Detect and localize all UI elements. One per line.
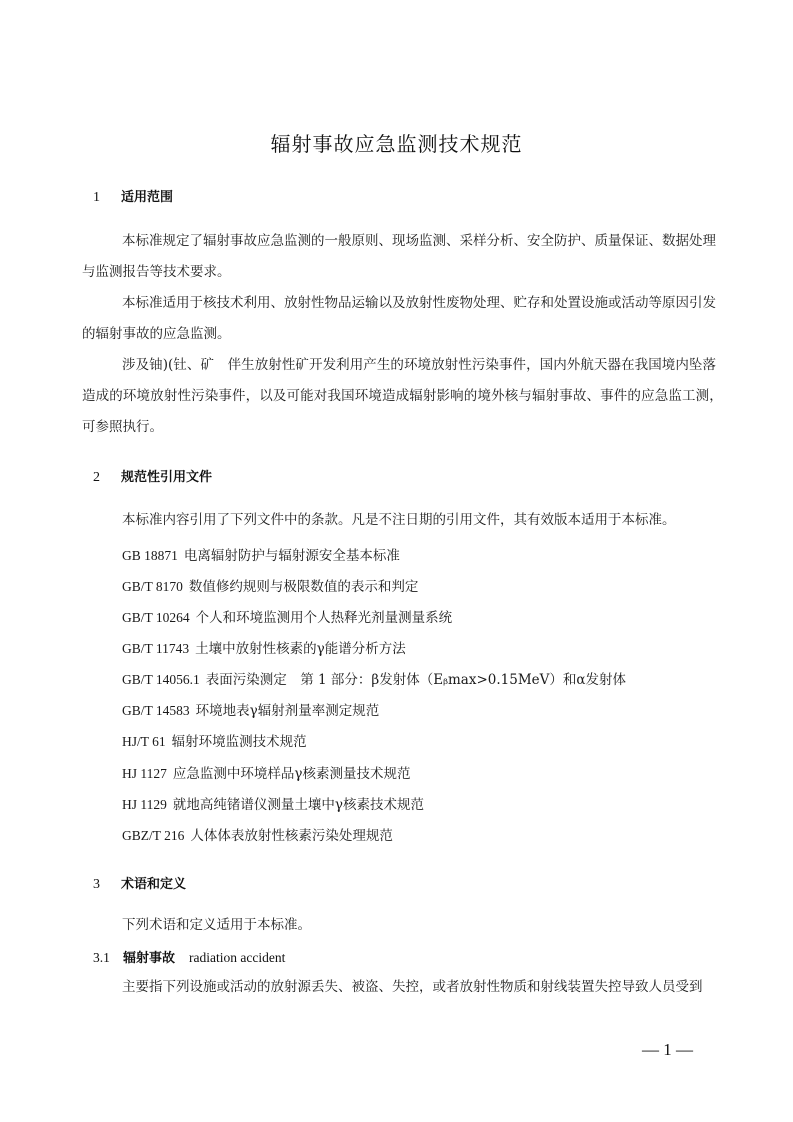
reference-item	[122, 606, 452, 626]
reference-name: 就地高纯锗谱仪测量土壤中γ核素技术规范	[172, 797, 424, 813]
section-3-title: 术语和定义	[121, 877, 187, 892]
reference-name: 辐射环境监测技术规范	[171, 734, 307, 750]
reference-item	[122, 637, 406, 657]
term-english: radiation accident	[189, 950, 286, 965]
section-3-number: 3	[93, 877, 100, 892]
reference-name: 应急监测中环境样品γ核素测量技术规范	[172, 766, 411, 782]
section-1-title: 适用范围	[121, 190, 174, 205]
reference-item	[122, 824, 393, 844]
reference-code: GB/T 14583	[122, 703, 190, 718]
reference-code: GB/T 11743	[122, 641, 190, 656]
page-number: — 1 —	[642, 1040, 693, 1059]
section-1-paragraph-2: 本标准适用于核技术利用、放射性物品运输以及放射性废物处理、贮存和处置设施或活动等原因引发的辐射事故的应急监测。	[82, 295, 716, 342]
section-2-title: 规范性引用文件	[121, 470, 213, 485]
reference-name: 电离辐射防护与辐射源安全基本标准	[183, 548, 400, 564]
reference-name: 土壤中放射性核素的γ能谱分析方法	[195, 641, 406, 657]
reference-item	[122, 699, 379, 719]
section-1-number: 1	[93, 190, 100, 205]
term-name: 辐射事故	[123, 951, 176, 966]
reference-code: HJ 1127	[122, 766, 167, 781]
reference-item	[122, 544, 400, 564]
reference-name: 个人和环境监测用个人热释光剂量测量系统	[195, 610, 453, 626]
reference-item	[122, 668, 626, 688]
reference-code: GB 18871	[122, 548, 178, 563]
reference-item	[122, 730, 307, 750]
section-1-paragraph-3: 涉及铀)(钍、矿 伴生放射性矿开发利用产生的环境放射性污染事件，国内外航天器在我国境内坠落造成的环境放射性污染事件，以及可能对我国环境造成辐射影响的境外核与辐射事故、事件的应急监工测， 可参照执行。	[82, 357, 743, 435]
reference-code: GB/T 8170	[122, 579, 183, 594]
reference-code: HJ 1129	[122, 797, 167, 812]
section-1-paragraph-1: 本标准规定了辐射事故应急监测的一般原则、现场监测、采样分析、安全防护、质量保证、数据处理与监测报告等技术要求。	[82, 233, 716, 280]
reference-item	[122, 762, 410, 782]
section-1-heading	[93, 186, 173, 206]
reference-item	[122, 575, 418, 595]
reference-code: GB/T 10264	[122, 610, 190, 625]
section-2-number: 2	[93, 470, 100, 485]
subsection-3-1-heading	[93, 947, 285, 966]
reference-name: 环境地表γ辐射剂量率测定规范	[195, 703, 380, 719]
term-definition: 主要指下列设施或活动的放射源丢失、被盗、失控，或者放射性物质和射线装置失控导致人员受到	[122, 979, 703, 995]
reference-name: 数值修约规则与极限数值的表示和判定	[188, 579, 419, 595]
reference-name: 人体体表放射性核素污染处理规范	[190, 828, 393, 844]
reference-code: GBZ/T 216	[122, 828, 185, 843]
section-2-intro: 本标准内容引用了下列文件中的条款。凡是不注日期的引用文件，其有效版本适用于本标准。	[122, 512, 676, 528]
reference-code: HJ/T 61	[122, 734, 166, 749]
subsection-number: 3.1	[93, 950, 110, 965]
reference-name: 表面污染测定 第 1 部分：β发射体（Eᵦmax>0.15MeV）和α发射体	[205, 672, 627, 688]
section-3-intro: 下列术语和定义适用于本标准。	[122, 917, 311, 933]
page-title: 辐射事故应急监测技术规范	[270, 132, 523, 156]
section-3-heading	[93, 873, 186, 893]
reference-code: GB/T 14056.1	[122, 672, 200, 687]
reference-item	[122, 793, 424, 813]
section-2-heading	[93, 466, 212, 486]
